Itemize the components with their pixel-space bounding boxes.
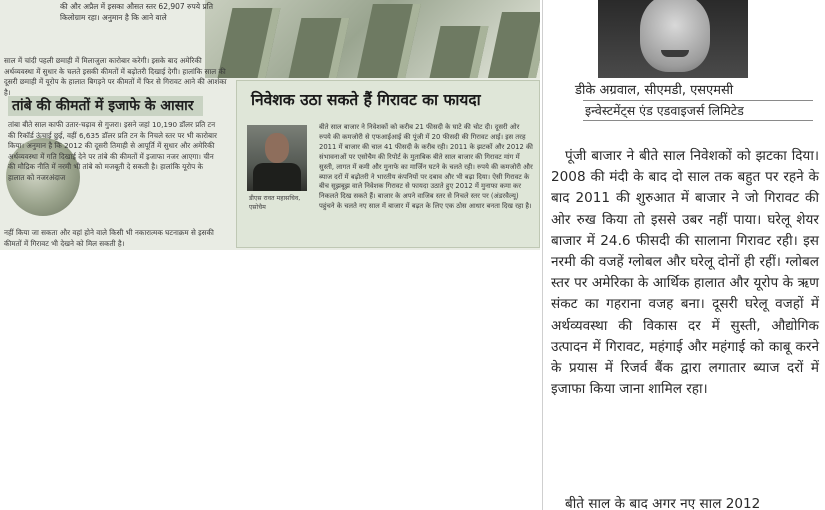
author-photo xyxy=(598,0,748,78)
copper-tail-text: नहीं किया जा सकता और वहां होने वाले किसी भी नकारात्मक घटनाक्रम से इसकी कीमतों में गिरावट भी देखने को मिल सकती है। xyxy=(4,228,214,248)
silver-bars-graphic xyxy=(205,0,540,78)
right-column xyxy=(542,0,825,510)
author-name: डीके अग्रवाल, सीएमडी, एसएमसी xyxy=(575,83,734,98)
copper-body: तांबा बीते साल काफी उतार-चढ़ाव से गुजरा। इसने जहां 10,190 डॉलर प्रति टन की रिकॉर्ड ऊंचाई छुई, वहीं 6,635 डॉलर प्रति टन के निचले स्तर पर भी कारोबार किया। अनुमान है कि 2012 की दूसरी तिमाही से आपूर्ति में सुधार और अमेरिकी अर्थव्यवस्था में गति दिखाई देने पर तांबे की कीमतों में इजाफा नजर आएगा। चीन की मौद्रिक नीति में नरमी भी तांबे को मजबूती दे सकती है। हालांकि यूरोप के हालात को नजरअंदाज xyxy=(8,120,217,182)
investor-headline: निवेशक उठा सकते हैं गिरावट का फायदा xyxy=(251,91,481,109)
silver-outlook-text: साल में चांदी पहली छमाही में मिलाजुला कारोबार करेगी। इसके बाद अमेरिकी अर्थव्यवस्था में सुधार के चलते इसकी कीमतों में बढ़ोतरी दिखाई देगी। हालांकि साल की दूसरी छमाही में यूरोप के हालात बिगड़ने पर कीमतों में फिर से गिरावट आने की आशंका है। xyxy=(4,56,227,97)
left-clipping xyxy=(0,0,540,250)
copper-body-text xyxy=(8,120,218,184)
copper-heading: तांबे की कीमतों में इजाफे के आसार xyxy=(8,96,203,116)
byline-divider-bottom xyxy=(583,120,813,121)
investor-photo-caption: डीएस रावत महासचिव, एसोचैम xyxy=(249,195,301,211)
investor-body-text: बीते साल बाजार ने निवेशकों को करीब 21 फीसदी के घाटे की चोट दी। दूसरी ओर रुपये की कमजोरी से एफआईआई की पूंजी में 20 फीसदी की गिरावट आई। इस तरह 2011 में बाजार की चाल 41 फीसदी के करीब रही। 2011 के झटकों और 2012 की संभावनाओं पर एसोचैम की रिपोर्ट के मुताबिक बीते साल बाजार की गिरावट मांग में सुस्ती, लागत में कमी और मुनाफे का मार्जिन घटने के चलते रही। रुपये की कमजोरी और ब्याज दरों में बढ़ोतरी ने भारतीय कंपनियों पर दबाव और भी बढ़ा दिया। ऐसी गिरावट के बीच सूझबूझ वाले निवेशक गिरावट से फायदा उठाते हुए 2012 में मुनाफा कमा कर निकलते दिख सकते हैं। बाजार के अपने वाजिब स्तर से निचले स्तर पर (अंडरवैल्यू) पहुंचने के चलते नए साल में बाजार में बढ़त के लिए एक ठोस आधार बनता दिख रहा है। xyxy=(319,123,533,211)
investor-photo xyxy=(247,125,307,191)
article-continuation: बीते साल के बाद अगर नए साल 2012 xyxy=(565,496,761,510)
silver-top-fragment: की और अप्रैल में इसका औसत स्तर 62,907 रुपये प्रति किलोग्राम रहा। अनुमान है कि आने वाले xyxy=(60,2,214,22)
investor-box xyxy=(236,80,540,248)
author-organization: इन्वेस्टमेंट्स एंड एडवाइजर्स लिमिटेड xyxy=(585,103,744,118)
article-body: पूंजी बाजार ने बीते साल निवेशकों को झटका दिया। 2008 की मंदी के बाद दो साल तक बहुत पर रहने के बाद 2011 की शुरुआत में बाजार ने जो गिरावट की ओर रुख किया तो इससे उबर नहीं पाया। घरेलू शेयर बाजार में 24.6 फीसदी की सालाना गिरावट रही। इस नरमी की वजहें ग्लोबल और घरेलू दोनों ही रहीं। ग्लोबल स्तर पर अमेरिका के आर्थिक हालात और यूरोप के ऋण संकट का गहराना वजह बना। दूसरी घरेलू वजहों में अर्थव्यवस्था की विकास दर में सुस्ती, औद्योगिक उत्पादन में गिरावट, महंगाई और महंगाई को काबू करने के प्रयास में रिजर्व बैंक द्वारा लगातार ब्याज दरों में इजाफा किया जाना शामिल रहा। xyxy=(551,148,819,398)
byline-divider xyxy=(583,100,813,101)
